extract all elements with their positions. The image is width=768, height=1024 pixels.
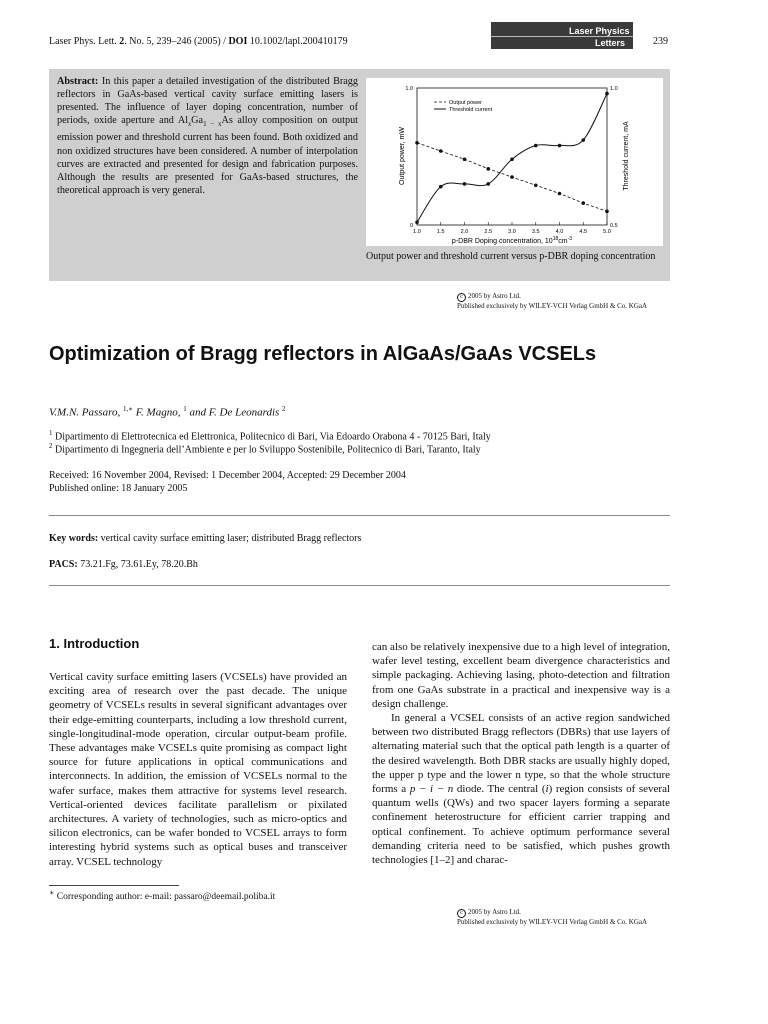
abstract-sub-x: x [188, 120, 192, 129]
footnote-rule [49, 885, 179, 886]
threshold-current-point [510, 157, 514, 161]
paragraph-right-2-c: ) region consists of several quantum wells (QWs) and two spacer layers forming a separate confinement heterostructure for efficient carrier trapping and optical confinement. To achieve optimum performance several demanding criteria need to be satisfied, which pushes growth technologies [1–2] and charac- [372, 783, 671, 867]
copyright-symbol: c [457, 293, 466, 302]
y-right-tick-label: 1.0 [610, 86, 618, 92]
copyright-line-1-bottom: 2005 by Astro Ltd. [468, 908, 521, 916]
journal-name: Laser Phys. Lett. [49, 36, 117, 47]
output-power-point [581, 201, 585, 205]
affiliation-2-num: 2 [49, 442, 53, 450]
x-tick-label: 2.5 [484, 229, 493, 235]
y-right-tick-label: 0.5 [610, 223, 618, 229]
paragraph-right-2 [372, 711, 670, 867]
divider-top [49, 515, 670, 516]
output-power-point [558, 192, 562, 196]
paragraph-right-2-b: diode. The central ( [453, 783, 546, 796]
legend-output-power: Output power [449, 100, 483, 106]
copyright-line-2-bottom: Published exclusively by WILEY-VCH Verlag GmbH & Co. KGaA [457, 918, 648, 926]
journal-banner [491, 22, 633, 49]
y-axis-left-label: Output power, mW [399, 127, 406, 185]
copyright-line-2: Published exclusively by WILEY-VCH Verlag GmbH & Co. KGaA [457, 302, 648, 310]
output-power-point [486, 167, 490, 171]
figure-caption: Output power and threshold current versus p-DBR doping concentration [366, 251, 656, 262]
x-axis-label: p-DBR Doping concentration, $10^{18}cm^{-3}$ [451, 236, 573, 245]
running-header [49, 36, 348, 47]
body-column-right [372, 640, 670, 867]
abstract-body-3: As alloy composition on output emission power and threshold current has been found. Both oxidized and non oxidized structures have been considered. A number of interpolation curves are extracted and presented for design and fabrication purposes. Although the results are presented for GaAs-based structures, the theoretical approach is very general. [57, 115, 358, 196]
pacs [49, 559, 198, 570]
abstract-label: Abstract: [57, 76, 99, 87]
output-power-point [605, 210, 609, 214]
copyright-line-1: 2005 by Astro Ltd. [468, 292, 521, 300]
author-3-sup: 2 [282, 405, 286, 413]
threshold-current-point [558, 144, 562, 148]
abstract-figure [366, 78, 663, 246]
x-tick-label: 1.0 [413, 229, 421, 235]
y-axis-right-label: Threshold current, mA [623, 121, 630, 191]
keywords-text: vertical cavity surface emitting laser; distributed Bragg reflectors [98, 533, 362, 544]
x-tick-label: 3.0 [508, 229, 516, 235]
journal-volume: 2 [119, 36, 125, 47]
x-tick-label: 4.5 [579, 229, 588, 235]
author-3: and F. De Leonardis [186, 406, 283, 419]
output-power-point [534, 183, 538, 187]
page-number: 239 [653, 36, 668, 47]
y-left-tick-label: 0 [409, 223, 413, 229]
doi-label: DOI [228, 36, 248, 47]
threshold-current-point [486, 182, 490, 186]
x-tick-label: 2.0 [460, 229, 469, 235]
author-1-sup: 1,∗ [122, 405, 133, 413]
output-power-point [439, 149, 443, 153]
body-column-left [49, 670, 347, 869]
banner-stripe [491, 36, 633, 37]
author-2: F. Magno, [132, 406, 184, 419]
pacs-label: PACS: [49, 559, 78, 570]
output-power-point [510, 175, 514, 179]
article-dates [49, 469, 406, 495]
article-title: Optimization of Bragg reflectors in AlGaAs/GaAs VCSELs [49, 343, 597, 365]
published-date: Published online: 18 January 2005 [49, 483, 188, 494]
section-heading-introduction: 1. Introduction [49, 636, 140, 651]
paragraph-right-1: can also be relatively inexpensive due to a high level of integration, wafer level testing, excellent beam divergence characteristics and simple packaging. Achieving lasing, photo-detection and filtration from one GaAs substrate in a practical and inexpensive way is a design challenge. [372, 641, 670, 710]
banner-line-1: Laser Physics [569, 26, 630, 36]
chart [366, 78, 663, 246]
abstract-text [57, 75, 358, 197]
author-list [49, 405, 286, 419]
threshold-current-point [439, 185, 443, 189]
author-2-sup: 1 [183, 405, 187, 413]
doi-value: 10.1002/lapl.200410179 [247, 36, 348, 47]
pin-diode-term: p − i − n [409, 783, 454, 796]
legend-threshold-current: Threshold current [449, 107, 493, 113]
copyright-symbol-bottom: c [457, 909, 466, 918]
affiliation-1-text: Dipartimento di Elettrotecnica ed Elettronica, Politecnico di Bari, Via Edoardo Orabona 4 - 70125 Bari, Italy [52, 431, 491, 443]
keywords [49, 533, 361, 544]
threshold-current-point [605, 92, 609, 96]
divider-bottom [49, 585, 670, 586]
i-region-term: i [545, 783, 549, 796]
copyright-notice-top [457, 292, 647, 311]
abstract-sub-1x: 1 − x [203, 120, 222, 129]
x-tick-label: 3.5 [531, 229, 540, 235]
affiliation-2-text: Dipartimento di Ingegneria dell’Ambiente e per lo Sviluppo Sostenibile, Politecnico di Bari, Taranto, Italy [52, 444, 481, 456]
paragraph-intro-1: Vertical cavity surface emitting lasers (VCSELs) have provided an exciting area of research over the past decade. The unique geometry of VCSELs results in several significant advantages over their edge-emitting counterparts, including a low threshold current, single-longitudinal-mode operation, circular output-beam profile. These advantages make VCSELs quite promising as compact light source for future applications in optical communications and interconnects. In addition, the emission of VCSELs normal to the wafer surface, makes them attractive for systems level research. Vertical-oriented devices facilitate parallelism or pixilated architectures. A variety of technologies, such as micro-optics and silicon electronics, can be wafer bonded to VCSEL arrays to form interesting hybrid systems such as optical buses and transceiver array. VCSEL technology [49, 671, 347, 868]
issue-pages: . No. 5, 239–246 (2005) / [124, 36, 229, 47]
x-tick-label: 4.0 [555, 229, 564, 235]
x-tick-label: 1.5 [436, 229, 445, 235]
keywords-label: Key words: [49, 533, 99, 544]
threshold-current-point [415, 220, 419, 224]
threshold-current-point [534, 144, 538, 148]
affiliation-2 [49, 442, 689, 455]
footnote [49, 888, 275, 902]
copyright-notice-bottom [457, 908, 647, 927]
y-left-tick-label: 1.0 [405, 86, 413, 92]
footnote-text: Corresponding author: e-mail: passaro@deemail.poliba.it [54, 892, 276, 903]
output-power-point [463, 157, 467, 161]
x-tick-label: 5.0 [603, 229, 611, 235]
footnote-symbol: ∗ [49, 888, 55, 897]
banner-line-2: Letters [595, 38, 626, 48]
received-date: Received: 16 November 2004, Revised: 1 December 2004, Accepted: 29 December 2004 [49, 470, 406, 481]
paragraph-right-2-a: In general a VCSEL consists of an active region sandwiched between two distributed Bragg reflectors (DBRs) that use layers of alternating material such that the optical path length is a quarter of the desired wavelength. Both DBR stacks are usually highly doped, the upper p type and the lower n type, so that the whole structure forms a [372, 712, 670, 796]
affiliation-1 [49, 429, 689, 442]
pacs-text: 73.21.Fg, 73.61.Ey, 78.20.Bh [77, 559, 198, 570]
abstract-body-2: Ga [191, 115, 204, 127]
threshold-current-point [463, 182, 467, 186]
affiliation-1-num: 1 [49, 429, 53, 437]
abstract-body-1: In this paper a detailed investigation of the distributed Bragg reflectors in GaAs-based vertical cavity surface emitting lasers is presented. The influence of layer doping concentration, number of periods, oxide aperture and Al [57, 76, 358, 127]
threshold-current-point [581, 138, 585, 142]
output-power-point [415, 141, 419, 145]
author-1: V.M.N. Passaro, [49, 406, 123, 419]
